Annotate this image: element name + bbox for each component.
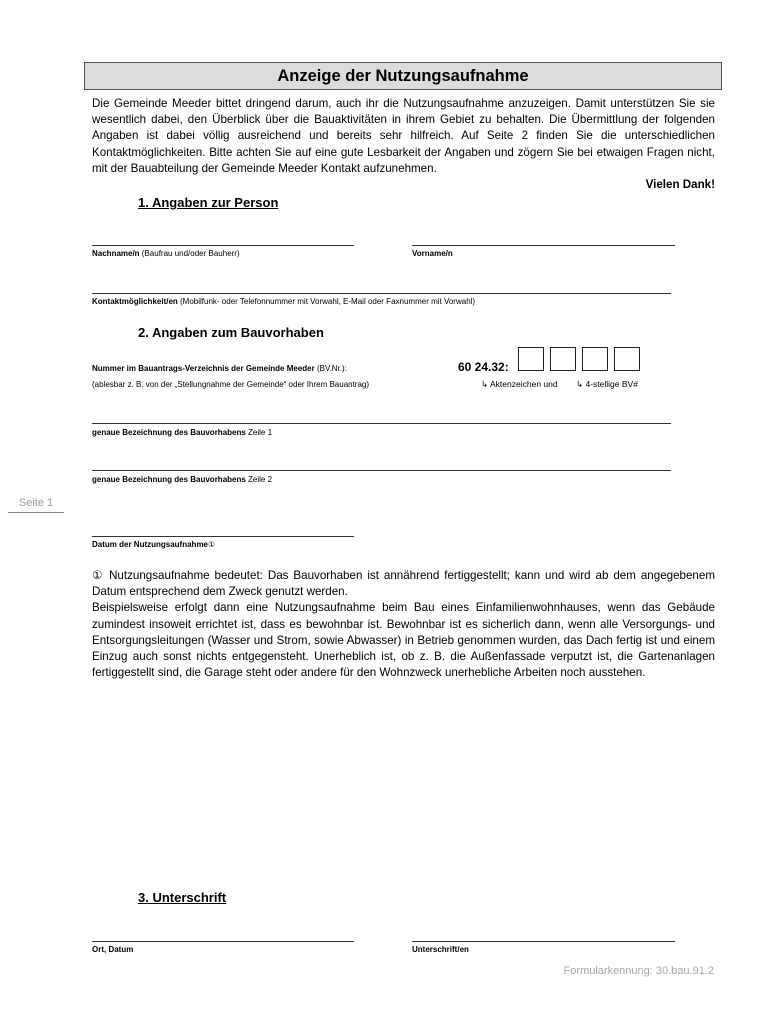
kontakt-field[interactable] <box>92 293 671 294</box>
kontakt-label: Kontaktmöglichkeit/en (Mobilfunk- oder Telefonnummer mit Vorwahl, E-Mail oder Faxnummer mit Vorwahl) <box>92 297 476 306</box>
ort-datum-field[interactable] <box>92 941 354 942</box>
intro-text <box>92 96 715 193</box>
unterschrift-label: Unterschrift/en <box>412 945 469 954</box>
explanation-example: Beispielsweise erfolgt dann eine Nutzungsaufnahme beim Bau eines Einfamilienwohnhauses, wenn das Gebäude zumindest insoweit errichtet ist, dass es bewohnbar ist. Bewohnbar ist es sicherlich dann, wenn alle Versorgungs- und Entsorgungsleitungen (Wasser und Strom, sowie Abwasser) in Betrieb genommen wurden, das Dach fertig ist und einem Einzug auch sonst nichts entgegensteht. Unerheblich ist, ob z. B. die Außenfassade verputzt ist, die Gartenanlagen fertiggestellt sind, die Garage steht oder andere für den Wohnzweck unerhebliche Arbeiten noch ausstehen. <box>92 601 715 680</box>
bezeichnung-zeile1-field[interactable] <box>92 423 671 424</box>
bvnr-digit-box-3[interactable] <box>582 347 608 371</box>
page-side-label: Seite 1 <box>8 497 64 513</box>
bvnr-digit-box-2[interactable] <box>550 347 576 371</box>
explanation-definition: ① Nutzungsaufnahme bedeutet: Das Bauvorhaben ist annährend fertiggestellt; kann und wird ab dem angegebenem Datum entsprechend dem Zweck genutzt werden. <box>92 569 715 599</box>
vorname-label: Vorname/n <box>412 249 453 258</box>
hint-aktenzeichen: ↳ Aktenzeichen und <box>481 379 558 389</box>
bezeichnung-zeile1-label: genaue Bezeichnung des Bauvorhabens Zeile 1 <box>92 428 273 437</box>
vorname-field[interactable] <box>412 245 675 246</box>
bezeichnung-zeile2-field[interactable] <box>92 470 671 471</box>
form-title: Anzeige der Nutzungsaufnahme <box>84 62 722 90</box>
bvnr-hint: (ablesbar z. B. von der „Stellungnahme der Gemeinde“ oder Ihrem Bauantrag) <box>92 380 370 389</box>
intro-paragraph: Die Gemeinde Meeder bittet dringend darum, auch ihr die Nutzungsaufnahme anzuzeigen. Damit unterstützen Sie sie wesentlich dabei, den Überblick über die Bauaktivitäten in ihrem Gebiet zu behalten. Die Übermittlung der folgenden Angaben ist dabei völlig ausreichend und bereits sehr hilfreich. Auf Seite 2 finden Sie die unterschiedlichen Kontaktmöglichkeiten. Bitte achten Sie auf eine gute Lesbarkeit der Angaben und zögern Sie bei etwaigen Fragen nicht, mit der Bauabteilung der Gemeinde Meeder Kontakt aufzunehmen. <box>92 97 715 175</box>
nachname-label: Nachname/n (Baufrau und/oder Bauherr) <box>92 249 240 258</box>
bvnr-digit-box-1[interactable] <box>518 347 544 371</box>
bezeichnung-zeile2-label: genaue Bezeichnung des Bauvorhabens Zeile 2 <box>92 475 273 484</box>
bvnr-prefix: 60 24.32: <box>458 360 509 374</box>
section-bauvorhaben-heading: 2. Angaben zum Bauvorhaben <box>138 325 324 340</box>
bvnr-label: Nummer im Bauantrags-Verzeichnis der Gemeinde Meeder (BV.Nr.): <box>92 364 347 373</box>
datum-nutzungsaufnahme-label: Datum der Nutzungsaufnahme① <box>92 540 216 549</box>
datum-nutzungsaufnahme-field[interactable] <box>92 536 354 537</box>
nachname-field[interactable] <box>92 245 354 246</box>
ort-datum-label: Ort, Datum <box>92 945 134 954</box>
unterschrift-field[interactable] <box>412 941 675 942</box>
section-unterschrift-heading: 3. Unterschrift <box>138 890 227 905</box>
form-code: Formularkennung: 30.bau.91.2 <box>563 965 714 977</box>
hint-bv-number: ↳ 4-stellige BV# <box>576 379 638 389</box>
bvnr-digit-box-4[interactable] <box>614 347 640 371</box>
explanation-text <box>92 568 715 681</box>
section-person-heading: 1. Angaben zur Person <box>138 195 279 210</box>
thanks-text: Vielen Dank! <box>645 178 715 192</box>
